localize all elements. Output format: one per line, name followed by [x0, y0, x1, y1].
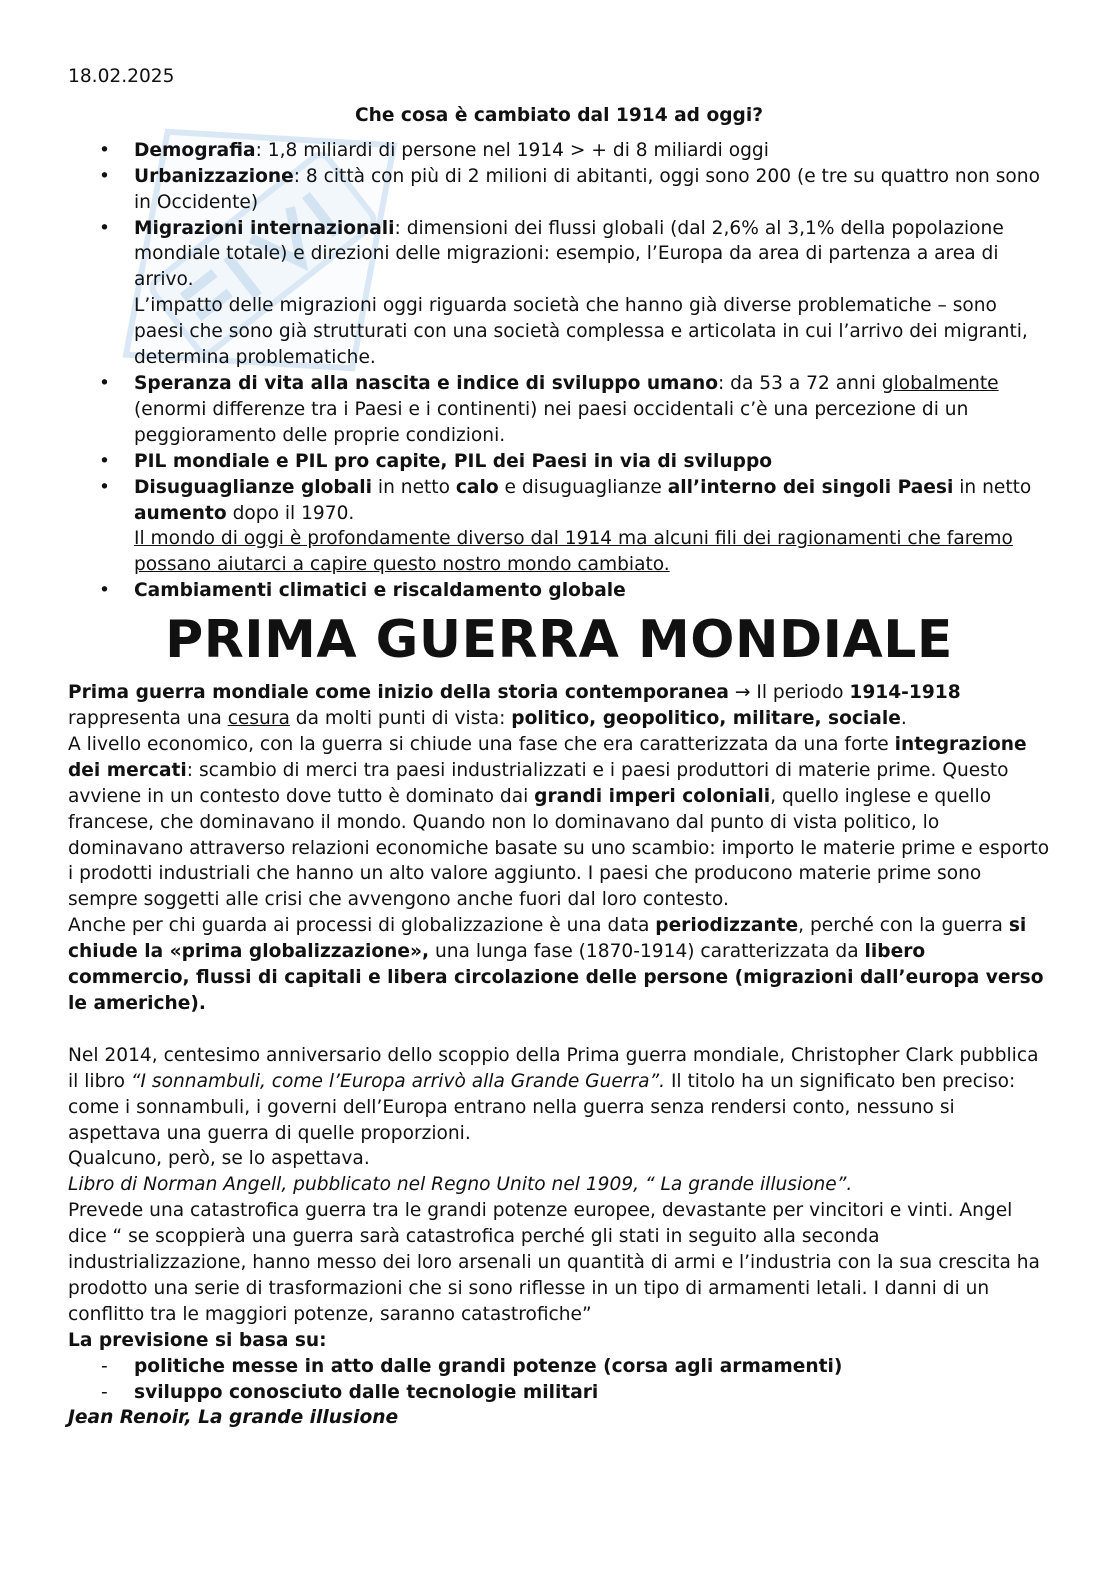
spacer [68, 1017, 1050, 1043]
text: una lunga fase (1870-1914) caratterizzata da [429, 941, 865, 963]
bold-text: La previsione si basa su: [68, 1329, 327, 1351]
text: : scambio di merci tra paesi industrializzati e i paesi produttori di materie prime. Questo avviene in un contesto dove tutto è dominato dai [68, 759, 1009, 807]
text: Anche per chi guarda ai processi di globalizzazione è una data [68, 915, 656, 937]
paragraph: Qualcuno, però, se lo aspettava. [68, 1148, 370, 1170]
document-content [68, 64, 1050, 1431]
item-text: e disuguaglianze [498, 476, 668, 498]
paragraph: Prevede una catastrofica guerra tra le grandi potenze europee, devastante per vincitori e vinti. Angel dice “ se scoppierà una guerra sarà catastrofica perché gli stati in seguito alla seconda industrializzazione, hanno messo dei loro arsenali un quantità di armi e l’industria con la sua crescita ha prodotto una serie di trasformazioni che si sono riflesse in un tipo di armamenti letali. I danni di un conflitto tra le maggiori potenze, saranno catastrofiche” [68, 1200, 1040, 1325]
paragraph-italic [68, 1172, 1050, 1198]
changes-list [68, 138, 1050, 604]
item-text: in netto [953, 476, 1032, 498]
list-item [68, 371, 1050, 449]
list-item: - politiche messe in atto dalle grandi potenze (corsa agli armamenti) [68, 1354, 1050, 1380]
bold-label: Urbanizzazione [134, 165, 294, 187]
item-text: : 8 città con più di 2 milioni di abitanti, oggi sono 200 (e tre su quattro non sono in Occidente) [134, 165, 1040, 213]
underlined-text: Il mondo di oggi è profondamente diverso dal 1914 ma alcuni fili dei ragionamenti che faremo possano aiutarci a capire questo nostro mondo cambiato. [134, 528, 1013, 576]
bold-label: Speranza di vita alla nascita e indice di sviluppo umano [134, 372, 718, 394]
bold-label: Disuguaglianze globali [134, 476, 373, 498]
bold-text: all’interno dei singoli Paesi [667, 476, 954, 498]
section-title: PRIMA GUERRA MONDIALE [165, 610, 953, 671]
text: A livello economico, con la guerra si chiude una fase che era caratterizzata da una forte [68, 733, 895, 755]
bold-text: 1914-1918 [849, 682, 961, 704]
list-item [68, 138, 1050, 164]
list-item [68, 449, 1050, 475]
list-item: - sviluppo conosciuto dalle tecnologie militari [68, 1380, 1050, 1406]
item-text: (enormi differenze tra i Paesi e i continenti) nei paesi occidentali c’è una percezione di un peggioramento delle proprie condizioni. [134, 398, 969, 446]
underlined-text: globalmente [881, 372, 999, 394]
date: 18.02.2025 [68, 66, 175, 87]
bold-text: libero commercio, flussi di capitali e libera circolazione delle persone (migrazioni dall’europa verso le americhe). [68, 941, 1044, 1014]
prediction-list [68, 1354, 1050, 1406]
paragraph-bold [68, 1328, 1050, 1354]
item-text: : dimensioni dei flussi globali (dal 2,6% al 3,1% della popolazione mondiale totale) e direzioni delle migrazioni: esempio, l’Europa da area di partenza a area di arrivo. [134, 217, 1004, 291]
text: , quello inglese e quello francese, che dominavano il mondo. Quando non lo dominavano dal punto di vista politico, lo dominavano attraverso relazioni economiche basate su uno scambio: importo le materie prime e esporto i prodotti industriali che hanno un alto valore aggiunto. I paesi che producono materie prime sono sempre soggetti alle crisi che avvengono anche fuori dal loro contesto. [68, 785, 1050, 911]
text: Nel 2014, centesimo anniversario dello scoppio della Prima guerra mondiale, Christopher Clark pubblica il libro [68, 1044, 1039, 1092]
paragraph [68, 1043, 1050, 1147]
list-item [68, 475, 1050, 579]
bold-text: politico, geopolitico, militare, sociale [511, 708, 901, 730]
film-reference [68, 1405, 1050, 1431]
bold-label: Migrazioni internazionali [134, 217, 395, 239]
bold-text: Prima guerra mondiale come inizio della storia contemporanea [68, 682, 729, 704]
list-item [68, 578, 1050, 604]
item-text: L’impatto delle migrazioni oggi riguarda società che hanno già diverse problematiche – sono paesi che sono già strutturati con una società complessa e articolata in cui l’arrivo dei migranti, determina problematiche. [134, 295, 1028, 369]
bold-text: aumento [134, 502, 227, 524]
bold-label: Cambiamenti climatici e riscaldamento globale [134, 580, 626, 602]
item-text: in netto [372, 476, 456, 498]
list-item [68, 164, 1050, 216]
text: . [900, 708, 907, 730]
italic-text: Libro di Norman Angell, pubblicato nel Regno Unito nel 1909, “ La grande illusione”. [68, 1174, 853, 1196]
bold-text: calo [455, 476, 499, 498]
item-text: : da 53 a 72 anni [718, 372, 882, 394]
item-text: dopo il 1970. [226, 502, 355, 524]
bold-text: integrazione dei mercati [68, 733, 1027, 781]
bold-italic-text: Jean Renoir, La grande illusione [68, 1407, 399, 1429]
paragraph [68, 913, 1050, 1017]
text: , perché con la guerra [798, 915, 1009, 937]
bold-text: grandi imperi coloniali [534, 785, 771, 807]
list-item [68, 216, 1050, 371]
paragraph [68, 680, 1050, 732]
arrow-icon: → [728, 682, 757, 704]
text: Il periodo [756, 682, 850, 704]
bold-label: PIL mondiale e PIL pro capite, PIL dei Paesi in via di sviluppo [134, 450, 773, 472]
underlined-text: cesura [227, 708, 290, 730]
item-text: : 1,8 miliardi di persone nel 1914 > + di 8 miliardi oggi [255, 139, 769, 161]
text: da molti punti di vista: [289, 708, 512, 730]
heading: Che cosa è cambiato dal 1914 ad oggi? [354, 104, 764, 126]
text: Il titolo ha un significato ben preciso: come i sonnambuli, i governi dell’Europa entrano nella guerra senza rendersi conto, nessuno si aspettava una guerra di quelle proporzioni. [68, 1070, 1016, 1144]
paragraph [68, 732, 1050, 913]
bold-text: si chiude la «prima globalizzazione», [68, 915, 1027, 963]
bold-label: Demografia [134, 139, 256, 161]
bold-text: periodizzante [655, 915, 799, 937]
italic-text: “I sonnambuli, come l’Europa arrivò alla Grande Guerra”. [130, 1070, 666, 1092]
text: rappresenta una [68, 708, 228, 730]
